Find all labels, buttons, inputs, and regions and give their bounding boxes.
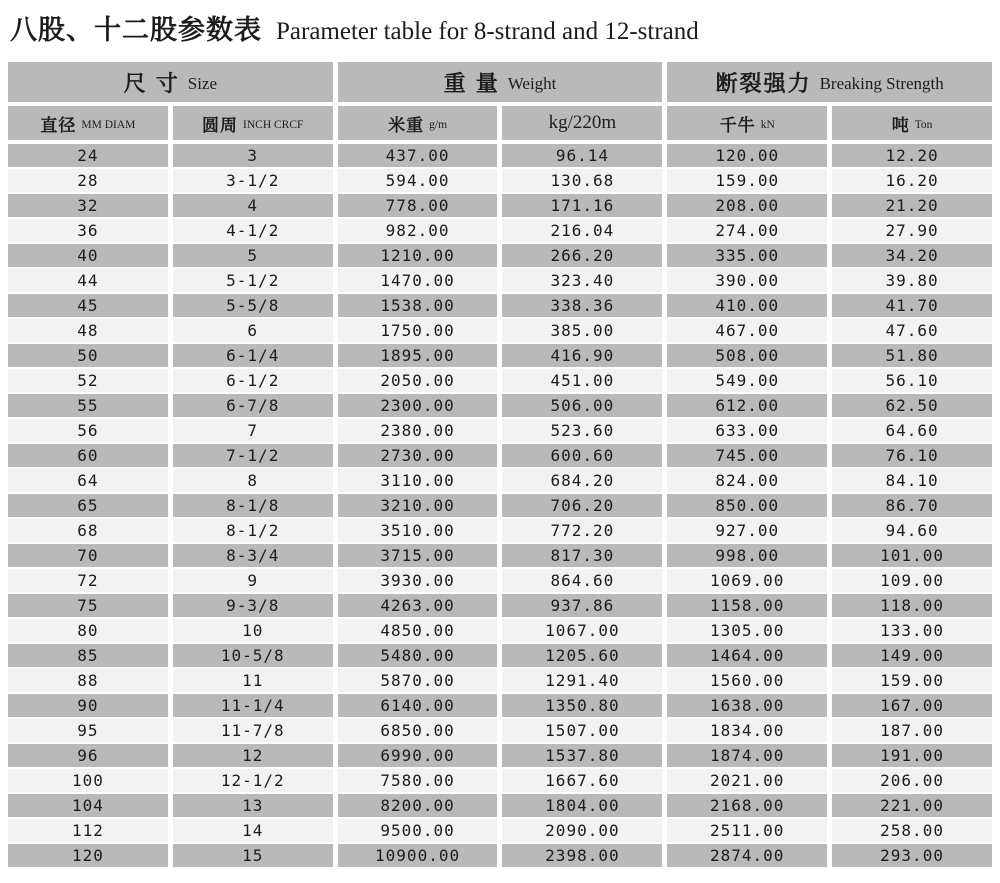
cell: 2050.00 (338, 369, 498, 392)
cell: 206.00 (832, 769, 992, 792)
cell: 4-1/2 (173, 219, 333, 242)
table-row (8, 394, 992, 417)
table-row (8, 219, 992, 242)
cell: 274.00 (667, 219, 827, 242)
group-header-size-zh: 尺 寸 (123, 70, 180, 96)
cell: 12 (173, 744, 333, 767)
group-header-size-en: Size (187, 74, 218, 93)
cell: 6 (173, 319, 333, 342)
cell: 7580.00 (338, 769, 498, 792)
cell: 41.70 (832, 294, 992, 317)
page-title-en: Parameter table for 8-strand and 12-strand (276, 18, 699, 45)
cell: 706.20 (502, 494, 662, 517)
cell: 1538.00 (338, 294, 498, 317)
cell: 2168.00 (667, 794, 827, 817)
cell: 171.16 (502, 194, 662, 217)
cell: 523.60 (502, 419, 662, 442)
table-row (8, 469, 992, 492)
column-header-circumference-en: INCH CRCF (243, 118, 304, 131)
cell: 850.00 (667, 494, 827, 517)
cell: 2730.00 (338, 444, 498, 467)
cell: 778.00 (338, 194, 498, 217)
cell: 600.60 (502, 444, 662, 467)
cell: 120.00 (667, 144, 827, 167)
cell: 467.00 (667, 319, 827, 342)
cell: 1834.00 (667, 719, 827, 742)
cell: 84.10 (832, 469, 992, 492)
cell: 772.20 (502, 519, 662, 542)
table-row (8, 794, 992, 817)
cell: 55 (8, 394, 168, 417)
cell: 96.14 (502, 144, 662, 167)
cell: 5480.00 (338, 644, 498, 667)
cell: 1667.60 (502, 769, 662, 792)
cell: 1158.00 (667, 594, 827, 617)
cell: 24 (8, 144, 168, 167)
cell: 6-1/2 (173, 369, 333, 392)
cell: 1069.00 (667, 569, 827, 592)
cell: 191.00 (832, 744, 992, 767)
cell: 2511.00 (667, 819, 827, 842)
cell: 1507.00 (502, 719, 662, 742)
column-header-circumference-zh: 圆周 (202, 115, 239, 135)
cell: 4850.00 (338, 619, 498, 642)
cell: 684.20 (502, 469, 662, 492)
cell: 36 (8, 219, 168, 242)
cell: 8-1/8 (173, 494, 333, 517)
cell: 3510.00 (338, 519, 498, 542)
cell: 86.70 (832, 494, 992, 517)
cell: 1804.00 (502, 794, 662, 817)
cell: 45 (8, 294, 168, 317)
cell: 40 (8, 244, 168, 267)
column-header-kilonewton-en: kN (760, 118, 775, 131)
table-row (8, 594, 992, 617)
table-row (8, 569, 992, 592)
table-row (8, 519, 992, 542)
group-header-breaking-strength-en: Breaking Strength (819, 74, 944, 93)
column-header-kg-per-220m-label: kg/220m (548, 112, 617, 133)
cell: 80 (8, 619, 168, 642)
cell: 39.80 (832, 269, 992, 292)
cell: 506.00 (502, 394, 662, 417)
cell: 221.00 (832, 794, 992, 817)
cell: 594.00 (338, 169, 498, 192)
cell: 159.00 (832, 669, 992, 692)
cell: 12.20 (832, 144, 992, 167)
cell: 76.10 (832, 444, 992, 467)
cell: 2090.00 (502, 819, 662, 842)
table-row (8, 544, 992, 567)
cell: 9500.00 (338, 819, 498, 842)
cell: 864.60 (502, 569, 662, 592)
cell: 7 (173, 419, 333, 442)
cell: 824.00 (667, 469, 827, 492)
cell: 72 (8, 569, 168, 592)
page-title (10, 8, 1000, 48)
table-row (8, 169, 992, 192)
cell: 56 (8, 419, 168, 442)
table-row (8, 344, 992, 367)
group-header-weight (338, 62, 663, 102)
column-header-circumference (173, 106, 333, 140)
table-row (8, 844, 992, 867)
cell: 2398.00 (502, 844, 662, 867)
cell: 937.86 (502, 594, 662, 617)
cell: 16.20 (832, 169, 992, 192)
group-header-size (8, 62, 333, 102)
cell: 7-1/2 (173, 444, 333, 467)
cell: 3930.00 (338, 569, 498, 592)
column-header-weight-per-meter (338, 106, 498, 140)
column-header-kg-per-220m (502, 106, 662, 140)
cell: 44 (8, 269, 168, 292)
cell: 5-5/8 (173, 294, 333, 317)
table-row (8, 694, 992, 717)
cell: 133.00 (832, 619, 992, 642)
cell: 10-5/8 (173, 644, 333, 667)
table-row (8, 494, 992, 517)
cell: 5870.00 (338, 669, 498, 692)
cell: 70 (8, 544, 168, 567)
cell: 817.30 (502, 544, 662, 567)
cell: 3 (173, 144, 333, 167)
cell: 1750.00 (338, 319, 498, 342)
cell: 3110.00 (338, 469, 498, 492)
cell: 8 (173, 469, 333, 492)
cell: 4 (173, 194, 333, 217)
group-header-breaking-strength (667, 62, 992, 102)
table-row (8, 719, 992, 742)
cell: 612.00 (667, 394, 827, 417)
cell: 101.00 (832, 544, 992, 567)
cell: 8200.00 (338, 794, 498, 817)
cell: 216.04 (502, 219, 662, 242)
cell: 3-1/2 (173, 169, 333, 192)
table-row (8, 644, 992, 667)
column-header-kilonewton-zh: 千牛 (719, 115, 756, 135)
cell: 68 (8, 519, 168, 542)
cell: 149.00 (832, 644, 992, 667)
cell: 1470.00 (338, 269, 498, 292)
column-header-kilonewton (667, 106, 827, 140)
cell: 13 (173, 794, 333, 817)
cell: 118.00 (832, 594, 992, 617)
cell: 927.00 (667, 519, 827, 542)
table-row (8, 669, 992, 692)
table-row (8, 269, 992, 292)
cell: 56.10 (832, 369, 992, 392)
cell: 2874.00 (667, 844, 827, 867)
cell: 1874.00 (667, 744, 827, 767)
cell: 208.00 (667, 194, 827, 217)
table-row (8, 744, 992, 767)
cell: 2380.00 (338, 419, 498, 442)
cell: 32 (8, 194, 168, 217)
cell: 2021.00 (667, 769, 827, 792)
cell: 64.60 (832, 419, 992, 442)
cell: 1350.80 (502, 694, 662, 717)
column-header-ton-zh: 吨 (891, 115, 910, 135)
cell: 28 (8, 169, 168, 192)
cell: 167.00 (832, 694, 992, 717)
cell: 258.00 (832, 819, 992, 842)
cell: 3715.00 (338, 544, 498, 567)
column-header-weight-per-meter-en: g/m (429, 118, 448, 131)
cell: 1067.00 (502, 619, 662, 642)
column-header-diameter-en: MM DIAM (81, 118, 136, 131)
cell: 50 (8, 344, 168, 367)
cell: 120 (8, 844, 168, 867)
cell: 104 (8, 794, 168, 817)
cell: 508.00 (667, 344, 827, 367)
column-header-ton-en: Ton (914, 118, 933, 131)
cell: 130.68 (502, 169, 662, 192)
cell: 633.00 (667, 419, 827, 442)
cell: 65 (8, 494, 168, 517)
cell: 9-3/8 (173, 594, 333, 617)
cell: 1305.00 (667, 619, 827, 642)
cell: 159.00 (667, 169, 827, 192)
cell: 451.00 (502, 369, 662, 392)
cell: 745.00 (667, 444, 827, 467)
cell: 96 (8, 744, 168, 767)
cell: 1895.00 (338, 344, 498, 367)
cell: 5-1/2 (173, 269, 333, 292)
cell: 60 (8, 444, 168, 467)
cell: 75 (8, 594, 168, 617)
column-header-diameter-zh: 直径 (40, 115, 77, 135)
cell: 6990.00 (338, 744, 498, 767)
cell: 21.20 (832, 194, 992, 217)
cell: 94.60 (832, 519, 992, 542)
cell: 410.00 (667, 294, 827, 317)
cell: 12-1/2 (173, 769, 333, 792)
cell: 15 (173, 844, 333, 867)
cell: 1464.00 (667, 644, 827, 667)
cell: 1638.00 (667, 694, 827, 717)
cell: 982.00 (338, 219, 498, 242)
table-group-header-row (8, 62, 992, 102)
cell: 48 (8, 319, 168, 342)
cell: 52 (8, 369, 168, 392)
cell: 10 (173, 619, 333, 642)
cell: 8-1/2 (173, 519, 333, 542)
cell: 6850.00 (338, 719, 498, 742)
column-header-weight-per-meter-zh: 米重 (388, 115, 425, 135)
cell: 416.90 (502, 344, 662, 367)
table-row (8, 294, 992, 317)
cell: 338.36 (502, 294, 662, 317)
cell: 4263.00 (338, 594, 498, 617)
cell: 85 (8, 644, 168, 667)
cell: 1210.00 (338, 244, 498, 267)
cell: 109.00 (832, 569, 992, 592)
cell: 6-1/4 (173, 344, 333, 367)
cell: 6140.00 (338, 694, 498, 717)
cell: 1205.60 (502, 644, 662, 667)
table-row (8, 619, 992, 642)
cell: 34.20 (832, 244, 992, 267)
cell: 998.00 (667, 544, 827, 567)
cell: 11-7/8 (173, 719, 333, 742)
cell: 11-1/4 (173, 694, 333, 717)
cell: 10900.00 (338, 844, 498, 867)
cell: 1537.80 (502, 744, 662, 767)
cell: 293.00 (832, 844, 992, 867)
group-header-breaking-strength-zh: 断裂强力 (715, 70, 812, 96)
cell: 3210.00 (338, 494, 498, 517)
cell: 187.00 (832, 719, 992, 742)
group-header-weight-en: Weight (507, 74, 557, 93)
cell: 90 (8, 694, 168, 717)
cell: 6-7/8 (173, 394, 333, 417)
table-row (8, 444, 992, 467)
table-row (8, 319, 992, 342)
page-title-zh: 八股、十二股参数表 (10, 15, 262, 45)
cell: 385.00 (502, 319, 662, 342)
cell: 8-3/4 (173, 544, 333, 567)
table-row (8, 819, 992, 842)
cell: 437.00 (338, 144, 498, 167)
table-column-header-row (8, 106, 992, 140)
column-header-diameter (8, 106, 168, 140)
table-row (8, 194, 992, 217)
cell: 51.80 (832, 344, 992, 367)
cell: 335.00 (667, 244, 827, 267)
cell: 88 (8, 669, 168, 692)
cell: 549.00 (667, 369, 827, 392)
table-row (8, 769, 992, 792)
cell: 62.50 (832, 394, 992, 417)
parameter-table (8, 62, 992, 869)
table-row (8, 419, 992, 442)
cell: 64 (8, 469, 168, 492)
table-body (8, 144, 992, 867)
table-row (8, 144, 992, 167)
cell: 47.60 (832, 319, 992, 342)
cell: 2300.00 (338, 394, 498, 417)
cell: 27.90 (832, 219, 992, 242)
cell: 5 (173, 244, 333, 267)
cell: 9 (173, 569, 333, 592)
cell: 266.20 (502, 244, 662, 267)
cell: 95 (8, 719, 168, 742)
table-row (8, 244, 992, 267)
cell: 1560.00 (667, 669, 827, 692)
cell: 1291.40 (502, 669, 662, 692)
cell: 11 (173, 669, 333, 692)
cell: 112 (8, 819, 168, 842)
group-header-weight-zh: 重 量 (443, 70, 500, 96)
cell: 14 (173, 819, 333, 842)
table-row (8, 369, 992, 392)
cell: 100 (8, 769, 168, 792)
column-header-ton (832, 106, 992, 140)
cell: 390.00 (667, 269, 827, 292)
cell: 323.40 (502, 269, 662, 292)
